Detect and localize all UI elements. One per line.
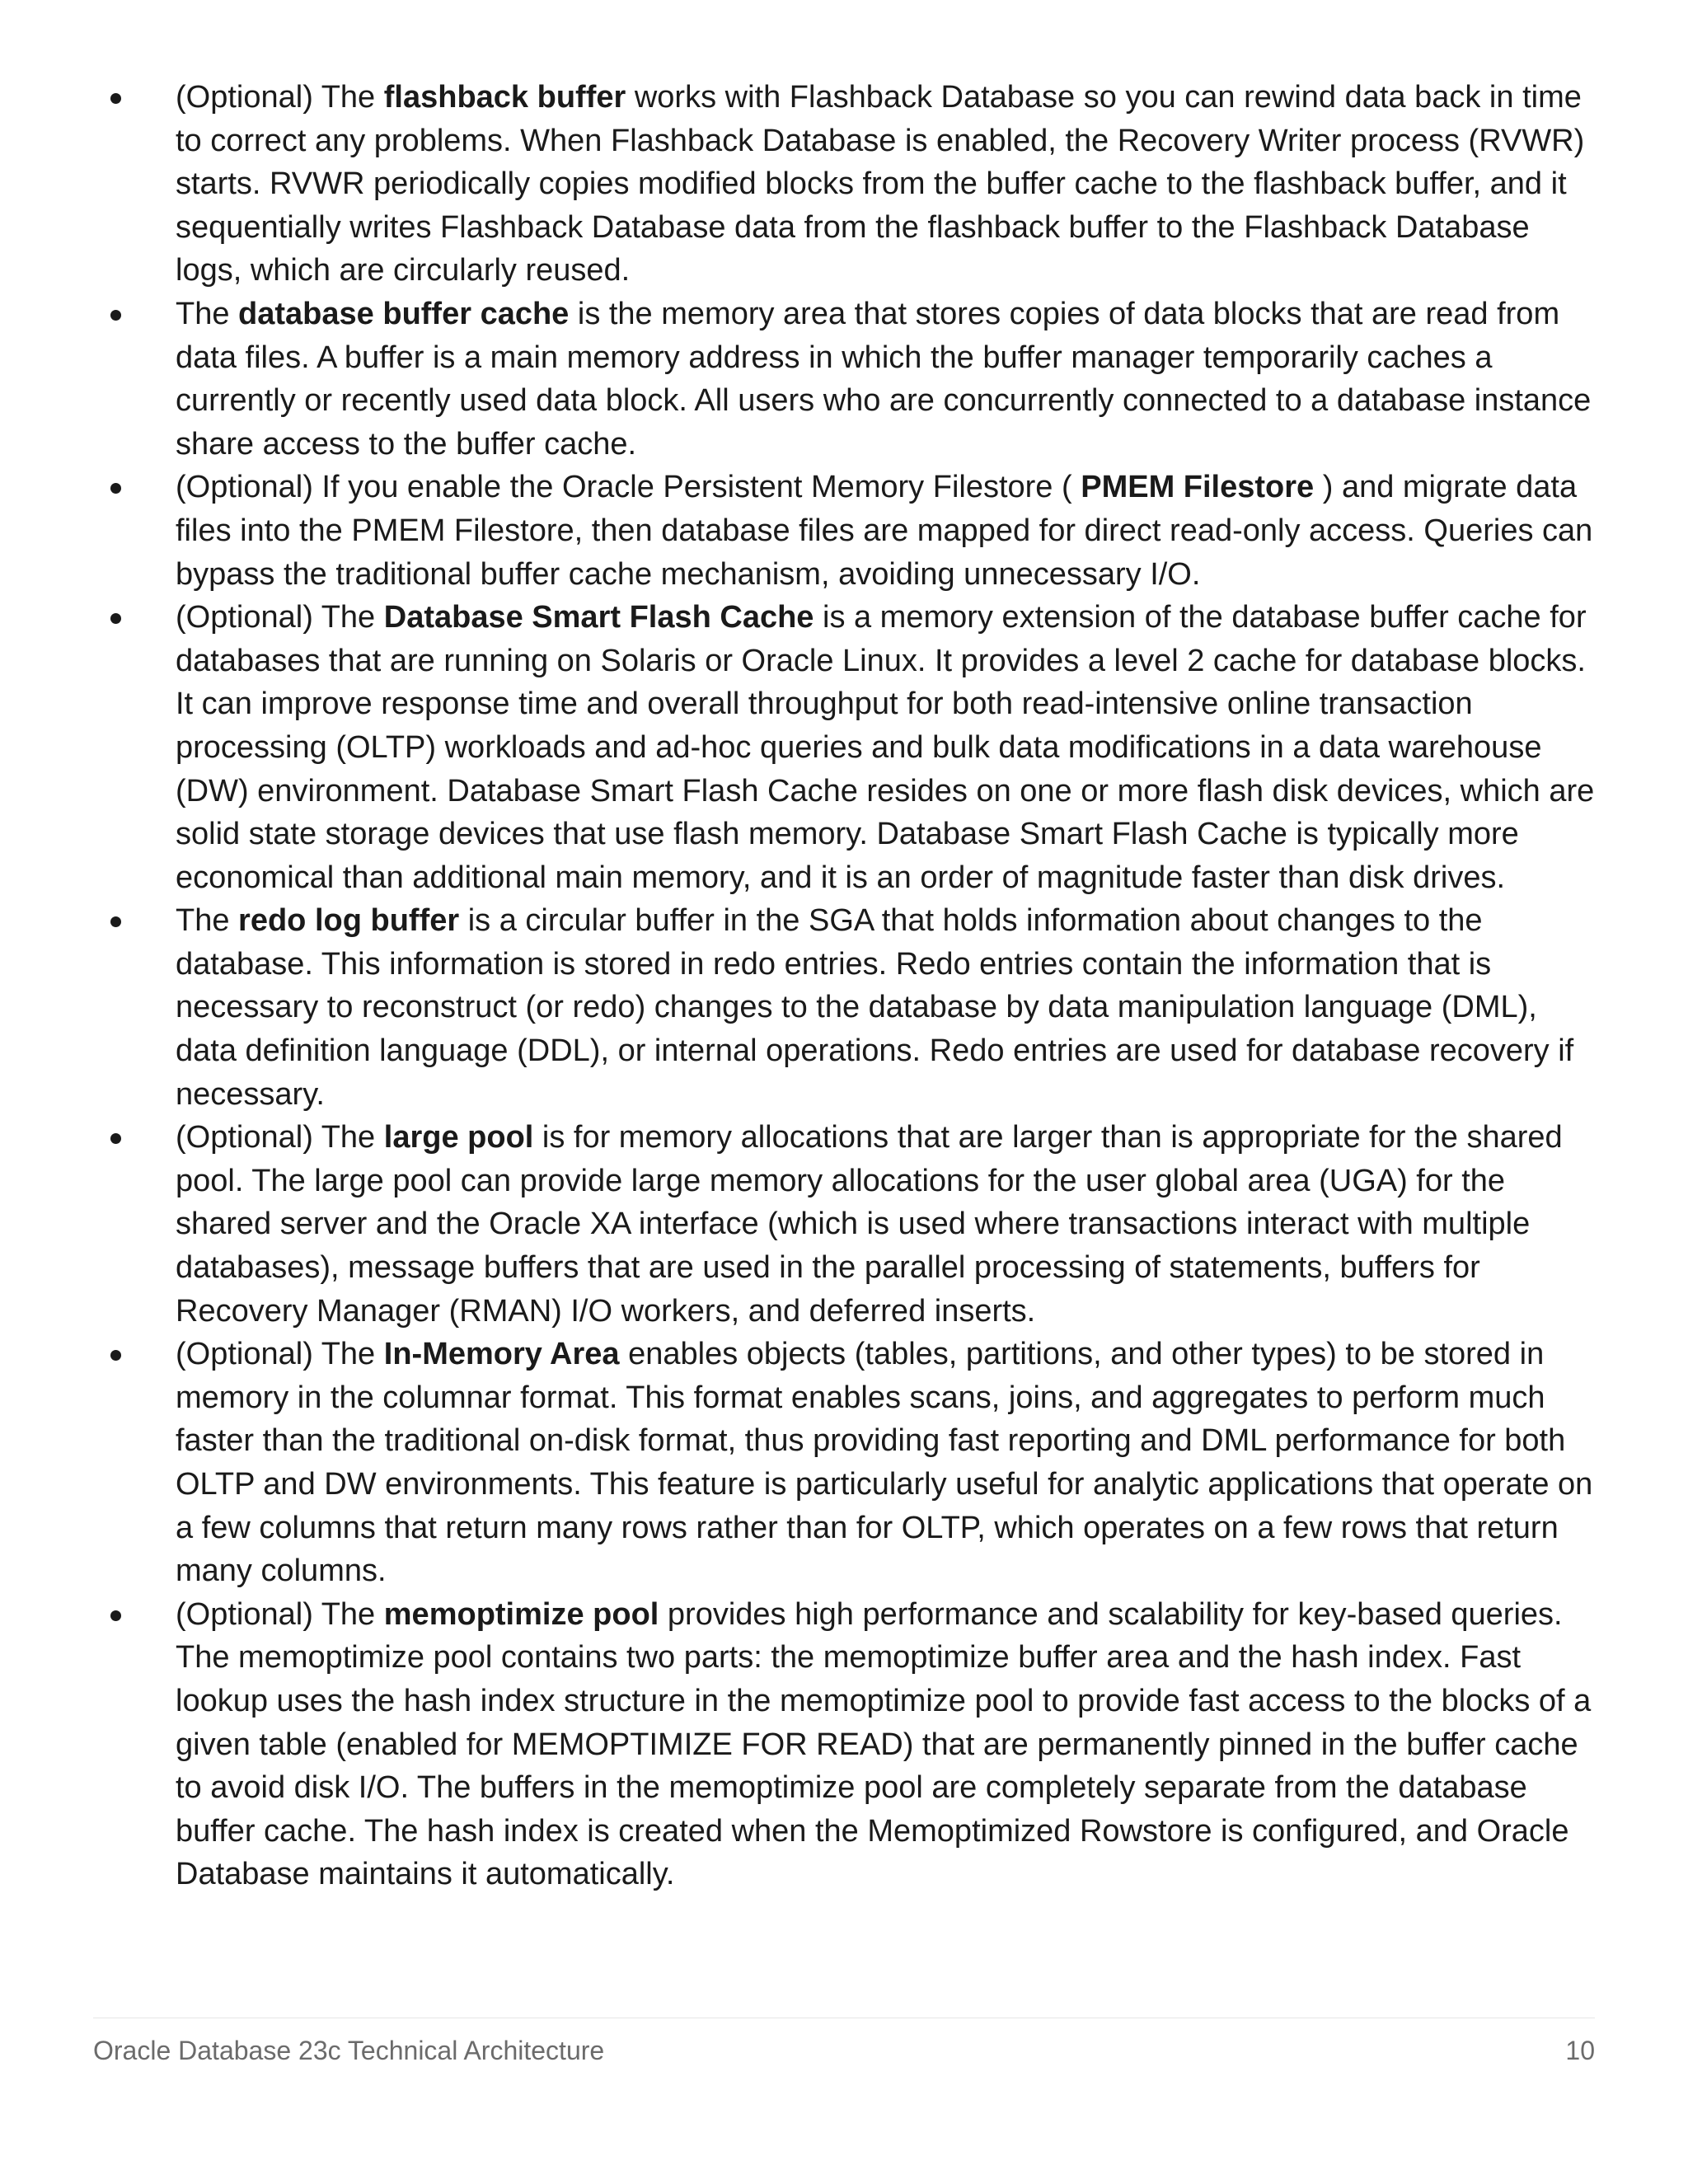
list-item	[93, 596, 1595, 899]
item-term: PMEM Filestore	[1081, 470, 1315, 505]
item-text: is for memory allocations that are larger than is appropriate for the shared pool. The large pool can provide large memory allocations for the user global area (UGA) for the shared server and the Oracle XA interface (which is used where transactions interact with multiple databases), message buffers that are used in the parallel processing of statements, buffers for Recovery Manager (RMAN) I/O workers, and deferred inserts.	[176, 1120, 1563, 1329]
document-body	[93, 76, 1595, 1896]
footer-title: Oracle Database 23c Technical Architecture	[93, 2036, 605, 2065]
list-item	[93, 76, 1595, 293]
bullet-icon	[110, 916, 121, 927]
item-text: (Optional) The	[176, 1120, 384, 1155]
bullet-icon	[110, 483, 121, 494]
item-term: flashback buffer	[383, 80, 626, 115]
item-term: database buffer cache	[238, 296, 570, 331]
list-item	[93, 1593, 1595, 1896]
bullet-icon	[110, 93, 121, 104]
item-text: ) and migrate data files into the PMEM Filestore, then database files are mapped for direct read-only access. Queries can bypass the traditional buffer cache mechanism, avoiding unnecessary I/O.	[176, 470, 1593, 592]
item-text: (Optional) The	[176, 80, 384, 115]
item-term: In-Memory Area	[383, 1337, 620, 1372]
list-item	[93, 293, 1595, 466]
bullet-icon	[110, 1610, 121, 1621]
item-text: enables objects (tables, partitions, and other types) to be stored in memory in the columnar format. This format enables scans, joins, and aggregates to perform much faster than the traditional on-disk format, thus providing fast reporting and DML performance for both OLTP and DW environments. This feature is particularly useful for analytic applications that operate on a few columns that return many rows rather than for OLTP, which operates on a few rows that return many columns.	[176, 1337, 1593, 1589]
bullet-icon	[110, 310, 121, 321]
item-text: is the memory area that stores copies of data blocks that are read from data files. A buffer is a main memory address in which the buffer manager temporarily caches a currently or recently used data block. All users who are concurrently connected to a database instance share access to the buffer cache.	[176, 296, 1592, 462]
item-term: redo log buffer	[238, 903, 460, 939]
bullet-icon	[110, 1350, 121, 1361]
bullet-icon	[110, 613, 121, 624]
list-item	[93, 466, 1595, 596]
page-number: 10	[1565, 2036, 1595, 2065]
bullet-list	[93, 76, 1595, 1896]
item-text: (Optional) If you enable the Oracle Persistent Memory Filestore (	[176, 470, 1081, 505]
item-text: The	[176, 903, 239, 939]
item-text: (Optional) The	[176, 600, 384, 635]
bullet-icon	[110, 1133, 121, 1144]
item-term: memoptimize pool	[383, 1596, 659, 1632]
item-text: is a circular buffer in the SGA that holds information about changes to the database. This information is stored in redo entries. Redo entries contain the information that is necessary to reconstruct (or redo) changes to the database by data manipulation language (DML), data definition language (DDL), or internal operations. Redo entries are used for database recovery if necessary.	[176, 903, 1574, 1112]
item-text: is a memory extension of the database buffer cache for databases that are running on Solaris or Oracle Linux. It provides a level 2 cache for database blocks. It can improve response time and overall throughput for both read-intensive online transaction processing (OLTP) workloads and ad-hoc queries and bulk data modifications in a data warehouse (DW) environment. Database Smart Flash Cache resides on one or more flash disk devices, which are solid state storage devices that use flash memory. Database Smart Flash Cache is typically more economical than additional main memory, and it is an order of magnitude faster than disk drives.	[176, 600, 1595, 895]
list-item	[93, 1116, 1595, 1333]
list-item	[93, 899, 1595, 1116]
item-term: Database Smart Flash Cache	[383, 600, 814, 635]
item-text: (Optional) The	[176, 1337, 384, 1372]
item-text: works with Flashback Database so you can rewind data back in time to correct any problems. When Flashback Database is enabled, the Recovery Writer process (RVWR) starts. RVWR periodically copies modified blocks from the buffer cache to the flashback buffer, and it sequentially writes Flashback Database data from the flashback buffer to the Flashback Database logs, which are circularly reused.	[176, 80, 1585, 288]
item-term: large pool	[383, 1120, 534, 1155]
item-text: The	[176, 296, 239, 331]
item-text: (Optional) The	[176, 1596, 384, 1632]
list-item	[93, 1333, 1595, 1593]
item-text: provides high performance and scalability for key-based queries. The memoptimize pool contains two parts: the memoptimize buffer area and the hash index. Fast lookup uses the hash index structure in the memoptimize pool to provide fast access to the blocks of a given table (enabled for MEMOPTIMIZE FOR READ) that are permanently pinned in the buffer cache to avoid disk I/O. The buffers in the memoptimize pool are completely separate from the database buffer cache. The hash index is created when the Memoptimized Rowstore is configured, and Oracle Database maintains it automatically.	[176, 1596, 1592, 1892]
